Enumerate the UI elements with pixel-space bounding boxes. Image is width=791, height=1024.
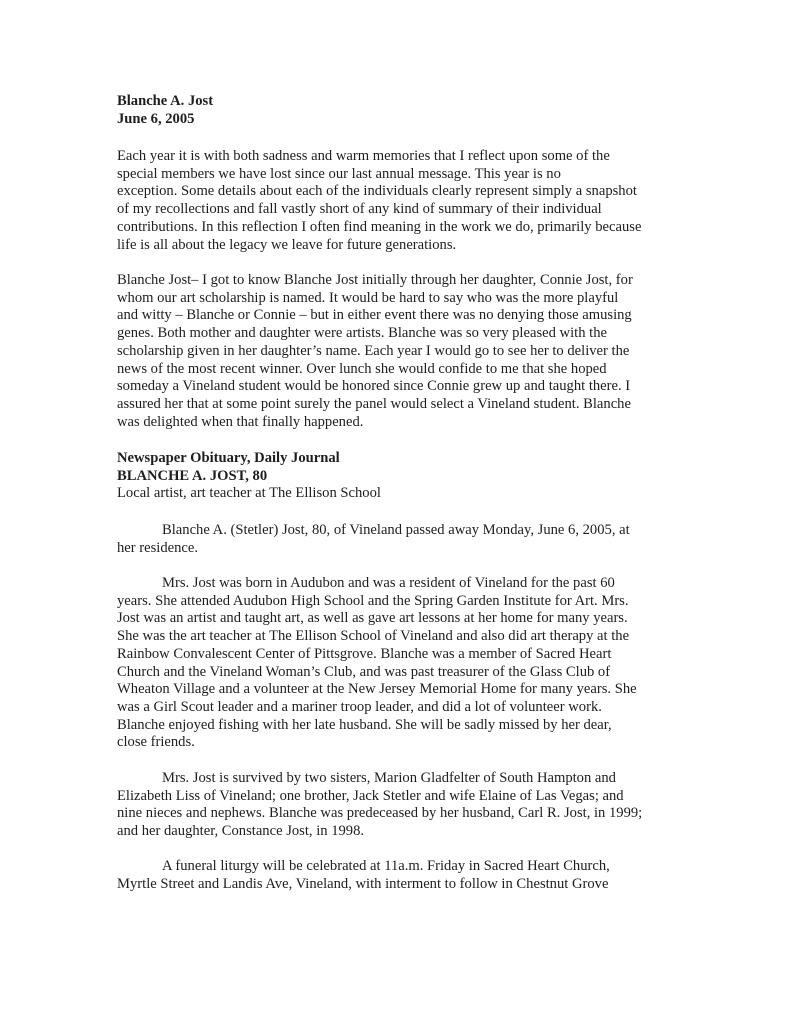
text-line: Wheaton Village and a volunteer at the New Jersey Memorial Home for many years. She bbox=[117, 681, 637, 698]
text-line: Mrs. Jost was born in Audubon and was a resident of Vineland for the past 60 bbox=[162, 575, 615, 591]
document-header bbox=[117, 93, 677, 128]
text-line: and witty – Blanche or Connie – but in either event there was no denying those amusing bbox=[117, 307, 632, 324]
text-line: scholarship given in her daughter’s name. Each year I would go to see her to deliver the bbox=[117, 342, 630, 359]
text-line: Each year it is with both sadness and warm memories that I reflect upon some of the bbox=[117, 148, 610, 164]
obituary-paragraph-3 bbox=[117, 770, 677, 841]
obituary-paragraph-4 bbox=[117, 858, 677, 893]
text-line: assured her that at some point surely the panel would select a Vineland student. Blanche bbox=[117, 395, 631, 412]
text-line: Elizabeth Liss of Vineland; one brother, Jack Stetler and wife Elaine of Las Vegas; and bbox=[117, 787, 624, 804]
text-line: Church and the Vineland Woman’s Club, and was past treasurer of the Glass Club of bbox=[117, 663, 611, 680]
obituary-paragraph-1 bbox=[117, 522, 677, 557]
text-line: Blanche Jost– I got to know Blanche Jost initially through her daughter, Connie Jost, for bbox=[117, 272, 633, 288]
text-line: special members we have lost since our last annual message. This year is no bbox=[117, 165, 561, 182]
tribute-paragraph bbox=[117, 272, 677, 431]
obituary-subhead: Local artist, art teacher at The Ellison School bbox=[117, 485, 381, 502]
text-line: was delighted when that finally happened. bbox=[117, 413, 364, 430]
obituary-paragraph-2 bbox=[117, 575, 677, 752]
text-line: news of the most recent winner. Over lunch she would confide to me that she hoped bbox=[117, 360, 607, 377]
obituary-heading bbox=[117, 450, 677, 503]
text-line: nine nieces and nephews. Blanche was predeceased by her husband, Carl R. Jost, in 1999; bbox=[117, 805, 643, 822]
text-line: whom our art scholarship is named. It would be hard to say who was the more playful bbox=[117, 289, 619, 306]
header-date: June 6, 2005 bbox=[117, 110, 195, 127]
text-line: was a Girl Scout leader and a mariner troop leader, and did a lot of volunteer work. bbox=[117, 698, 602, 715]
obituary-headline: BLANCHE A. JOST, 80 bbox=[117, 467, 268, 484]
text-line: years. She attended Audubon High School and the Spring Garden Institute for Art. Mrs. bbox=[117, 592, 629, 609]
text-line: life is all about the legacy we leave for future generations. bbox=[117, 236, 457, 253]
text-line: Blanche enjoyed fishing with her late husband. She will be sadly missed by her dear, bbox=[117, 716, 612, 733]
text-line: genes. Both mother and daughter were artists. Blanche was so very pleased with the bbox=[117, 325, 607, 342]
text-line: She was the art teacher at The Ellison School of Vineland and also did art therapy at the bbox=[117, 628, 630, 645]
text-line: A funeral liturgy will be celebrated at 11a.m. Friday in Sacred Heart Church, bbox=[162, 858, 610, 874]
header-name: Blanche A. Jost bbox=[117, 93, 214, 109]
text-line: Myrtle Street and Landis Ave, Vineland, with interment to follow in Chestnut Grove bbox=[117, 875, 609, 892]
obituary-source: Newspaper Obituary, Daily Journal bbox=[117, 450, 340, 466]
text-line: of my recollections and fall vastly short of any kind of summary of their individual bbox=[117, 201, 602, 218]
text-line: Rainbow Convalescent Center of Pittsgrove. Blanche was a member of Sacred Heart bbox=[117, 645, 612, 662]
text-line: Mrs. Jost is survived by two sisters, Marion Gladfelter of South Hampton and bbox=[162, 770, 616, 786]
text-line: exception. Some details about each of the individuals clearly represent simply a snapshot bbox=[117, 183, 637, 200]
text-line: someday a Vineland student would be honored since Connie grew up and taught there. I bbox=[117, 378, 631, 395]
text-line: and her daughter, Constance Jost, in 1998. bbox=[117, 823, 365, 840]
text-line: Blanche A. (Stetler) Jost, 80, of Vineland passed away Monday, June 6, 2005, at bbox=[162, 522, 630, 538]
text-line: contributions. In this reflection I often find meaning in the work we do, primarily because bbox=[117, 218, 642, 235]
intro-paragraph bbox=[117, 148, 677, 254]
text-line: close friends. bbox=[117, 734, 195, 751]
text-line: her residence. bbox=[117, 539, 199, 556]
text-line: Jost was an artist and taught art, as well as gave art lessons at her home for many years. bbox=[117, 610, 628, 627]
